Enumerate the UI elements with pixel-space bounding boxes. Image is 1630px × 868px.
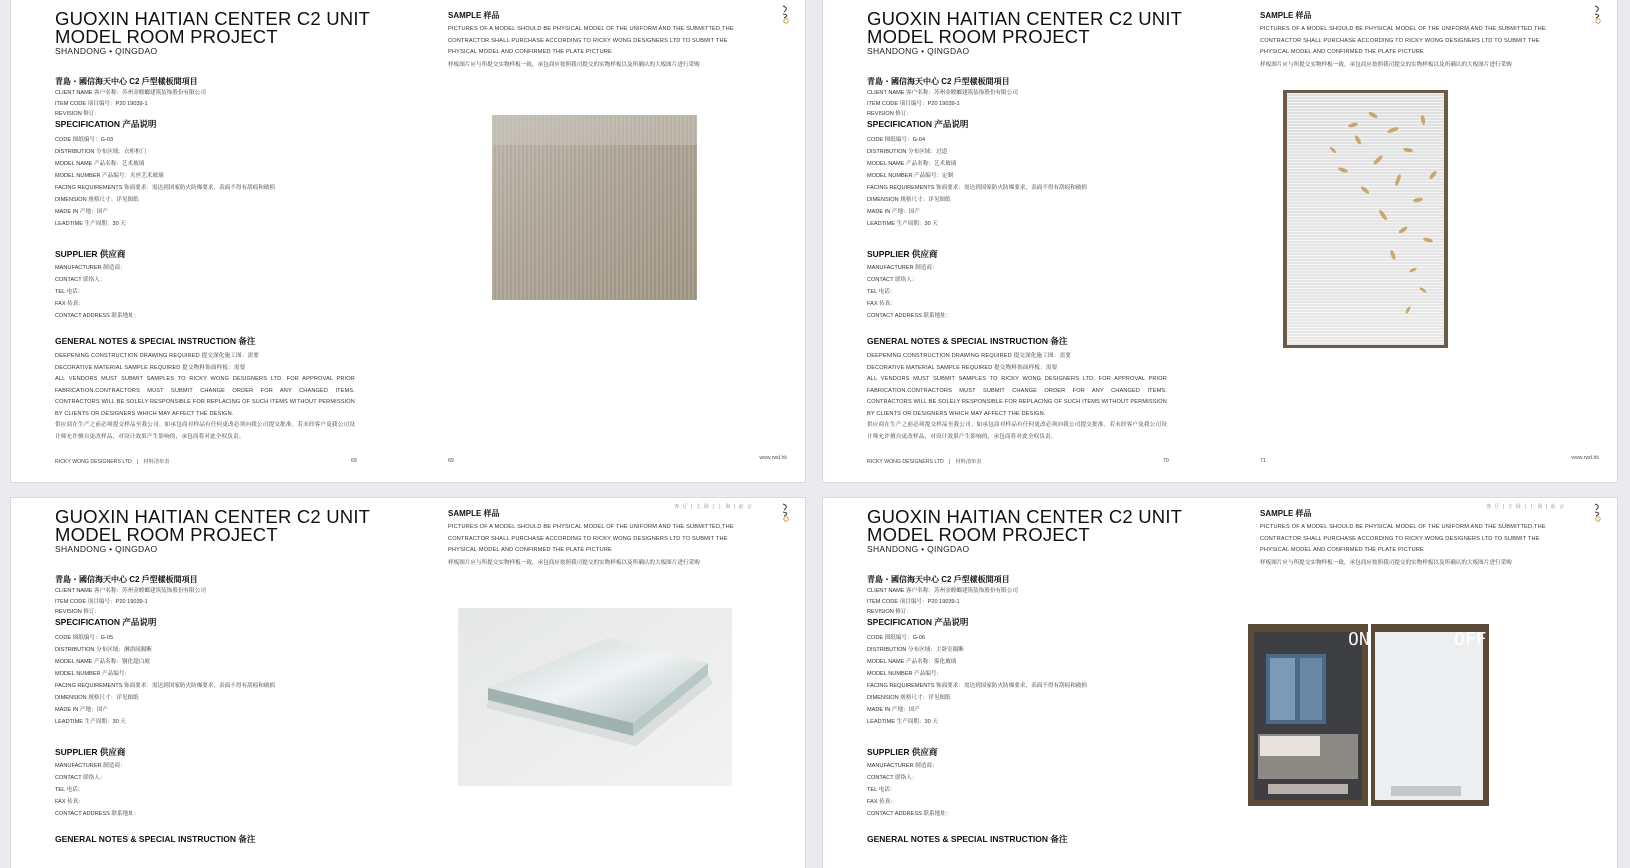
spec-page [823,498,1220,868]
spec-page [823,0,1220,482]
supplier-row: CONTACT ADDRESS 联系地址： [55,811,140,817]
spec-row: MODEL NAME 产品名称：雾化玻璃 [867,659,957,665]
title-line-2: MODEL ROOM PROJECT [867,524,1090,545]
spec-row: LEADTIME 生产周期：30 天 [867,719,938,725]
project-meta [55,88,206,120]
item-code: ITEM CODE 项目编号：P20 19039-1 [55,598,148,605]
page-number: 69 [448,458,454,464]
notes-en: ALL VENDORS MUST SUBMIT SAMPLES TO RICKY WONG DESIGNERS LTD. FOR APPROVAL PRIOR FABRICATION.CONTRACTORS MUST SUBMIT CHANGE ORDER FOR ANY CHANGED ITEMS. CONTRACTORS WILL BE SOLELY RESPONSIBLE FOR REPLACING OF SUCH ITEMS WITHOUT PERMISSION BY CLIENTS OR DESIGNERS WHICH MAY AFFECT THE DESIGN. [55,376,355,417]
page-number: 71 [1260,458,1266,464]
brand-logo [1591,4,1605,24]
website: www.rwd.hk [1571,455,1599,461]
spec-list [55,632,275,728]
sample-note-en: PICTURES OF A MODEL SHOULD BE PHYSICAL MODEL OF THE UNIFORM AND THE SUBMITTED,THE CONTRACTOR SHALL PURCHASE ACCORDING TO RICKY WONG DESIGNERS LTD TO SUBMIT THE PHYSICAL MODEL AND CONFIRMED THE PLATE PICTURE [448,524,734,553]
spread-page-70 [823,0,1617,482]
supplier-row: FAX 传真： [55,799,84,805]
website: www.rwd.hk [759,455,787,461]
supplier-row: TEL 电话： [867,289,896,295]
supplier-list [55,760,139,820]
client-name: CLIENT NAME 客户名称：苏州金螳螂建筑装饰股份有限公司 [55,90,206,96]
notes-heading: GENERAL NOTES & SPECIAL INSTRUCTION 备注 [867,336,1068,346]
revision: REVISION 修订： [867,111,913,117]
spec-row: MODEL NUMBER 产品编号：夹丝艺术玻璃 [55,173,164,179]
spec-row: DISTRIBUTION 分布区域：主卧室隔断 [867,647,964,653]
sample-page [408,498,805,868]
spec-page [11,0,408,482]
spec-page [11,498,408,868]
sample-heading: SAMPLE 样品 [1260,11,1312,20]
item-code: ITEM CODE 项目编号：P20 19039-1 [55,100,148,107]
supplier-row: FAX 传真： [55,301,84,307]
project-name-cn: 青島・國信海天中心 C2 戶型樣板間項目 [867,77,1010,86]
spec-row: MADE IN 产地：国产 [867,707,920,713]
category-nav: 客 厅 | 主 卧 | 上 海 | 前 言 [1486,504,1565,510]
title-line-2: MODEL ROOM PROJECT [55,524,278,545]
sample-note-en: PICTURES OF A MODEL SHOULD BE PHYSICAL MODEL OF THE UNIFORM AND THE SUBMITTED,THE CONTRACTOR SHALL PURCHASE ACCORDING TO RICKY WONG DESIGNERS LTD TO SUBMIT THE PHYSICAL MODEL AND CONFIRMED THE PLATE PICTURE [1260,26,1546,55]
supplier-row: CONTACT ADDRESS 联系地址： [867,811,952,817]
brand-logo [1591,502,1605,522]
notes-heading: GENERAL NOTES & SPECIAL INSTRUCTION 备注 [55,834,256,844]
category-nav: 客 厅 | 主 卧 | 上 海 | 前 言 [674,504,753,510]
spread-page-69 [11,0,805,482]
spec-row: MADE IN 产地：国产 [867,209,920,215]
spec-heading: SPECIFICATION 产品说明 [867,119,969,129]
title-line-1: GUOXIN HAITIAN CENTER C2 UNIT [55,506,371,527]
location: SHANDONG • QINGDAO [867,46,970,56]
spec-row: MODEL NAME 产品名称：钢化超白玻 [55,659,150,665]
brand-logo [779,502,793,522]
project-title [55,10,385,46]
spec-row: MODEL NAME 产品名称：艺术玻璃 [867,161,957,167]
sample-note-cn: 样板图片应与所提交实物样板一致，承包商应按照我司提交的实物样板以及所确认的大板图片进行采购 [448,560,700,566]
revision: REVISION 修订： [55,609,101,615]
supplier-row: MANUFACTURER 制造商： [867,763,938,769]
spec-row: FACING REQUIREMENTS 饰面要求：需达到国家防火防爆要求，表面不得有刮痕和破损 [867,683,1088,689]
supplier-row: CONTACT 联络人： [867,277,918,283]
revision: REVISION 修订： [55,111,101,117]
sample-note-en: PICTURES OF A MODEL SHOULD BE PHYSICAL MODEL OF THE UNIFORM AND THE SUBMITTED,THE CONTRACTOR SHALL PURCHASE ACCORDING TO RICKY WONG DESIGNERS LTD TO SUBMIT THE PHYSICAL MODEL AND CONFIRMED THE PLATE PICTURE [448,26,734,55]
spec-row: FACING REQUIREMENTS 饰面要求：需达到国家防火防爆要求，表面不得有刮痕和破损 [55,185,276,191]
spec-row: MADE IN 产地：国产 [55,707,108,713]
sample-page [408,0,805,482]
spec-row: MODEL NUMBER 产品编号： [55,671,131,677]
footer: RICKY WONG DESIGNERS LTD | 材料清单表 [55,459,170,465]
spec-row: MODEL NUMBER 产品编号： [867,671,943,677]
supplier-row: TEL 电话： [55,289,84,295]
sample-note-en: PICTURES OF A MODEL SHOULD BE PHYSICAL MODEL OF THE UNIFORM AND THE SUBMITTED,THE CONTRACTOR SHALL PURCHASE ACCORDING TO RICKY WONG DESIGNERS LTD TO SUBMIT THE PHYSICAL MODEL AND CONFIRMED THE PLATE PICTURE [1260,524,1546,553]
spec-row: LEADTIME 生产周期：30 天 [867,221,938,227]
title-line-1: GUOXIN HAITIAN CENTER C2 UNIT [867,506,1183,527]
supplier-row: CONTACT ADDRESS 联系地址： [55,313,140,319]
spec-row: CODE 图纸编号：G-04 [867,137,926,143]
notes-heading: GENERAL NOTES & SPECIAL INSTRUCTION 备注 [867,834,1068,844]
notes-line: DEEPENING CONSTRUCTION DRAWING REQUIRED 提交深化施工图：需要 [867,353,1072,359]
title-line-2: MODEL ROOM PROJECT [55,26,278,47]
supplier-row: TEL 电话： [55,787,84,793]
sample-heading: SAMPLE 样品 [448,11,500,20]
item-code: ITEM CODE 项目编号：P20 19039-1 [867,100,960,107]
project-name-cn: 青島・國信海天中心 C2 戶型樣板間項目 [55,575,198,584]
project-name-cn: 青島・國信海天中心 C2 戶型樣板間項目 [55,77,198,86]
project-title [867,10,1197,46]
supplier-row: CONTACT ADDRESS 联系地址： [867,313,952,319]
sample-note-cn: 样板图片应与所提交实物样板一致，承包商应按照我司提交的实物样板以及所确认的大板图片进行采购 [1260,560,1512,566]
supplier-row: MANUFACTURER 制造商： [867,265,938,271]
spec-heading: SPECIFICATION 产品说明 [867,617,969,627]
off-label: OFF [1454,629,1487,650]
spec-row: DIMENSION 规格尺寸：详见图纸 [55,695,139,701]
spec-heading: SPECIFICATION 产品说明 [55,617,157,627]
switchable-glass-on-image [1248,624,1368,806]
supplier-heading: SUPPLIER 供应商 [55,747,126,757]
project-name-cn: 青島・國信海天中心 C2 戶型樣板間項目 [867,575,1010,584]
sample-note-cn: 样板图片应与所提交实物样板一致，承包商应按照我司提交的实物样板以及所确认的大板图片进行采购 [1260,62,1512,68]
supplier-row: FAX 传真： [867,799,896,805]
supplier-list [867,262,951,322]
spec-row: DISTRIBUTION 分布区域：过道 [867,149,948,155]
footer: RICKY WONG DESIGNERS LTD | 材料清单表 [867,459,982,465]
notes-line: DECORATIVE MATERIAL SAMPLE REQUIRED 提交物料饰面样板：需要 [867,364,1058,371]
supplier-heading: SUPPLIER 供应商 [55,249,126,259]
sample-page [1220,0,1617,482]
spec-row: DIMENSION 规格尺寸：详见图纸 [55,197,139,203]
project-meta [55,586,206,618]
sample-note-cn: 样板图片应与所提交实物样板一致，承包商应按照我司提交的实物样板以及所确认的大板图片进行采购 [448,62,700,68]
project-title [55,508,385,544]
spec-row: DISTRIBUTION 分布区域：淋浴间隔断 [55,647,152,653]
notes-body [867,351,1167,443]
supplier-row: MANUFACTURER 制造商： [55,265,126,271]
clear-glass-sample-image [458,608,732,786]
spec-row: CODE 图纸编号：G-05 [55,635,114,641]
notes-heading: GENERAL NOTES & SPECIAL INSTRUCTION 备注 [55,336,256,346]
sample-heading: SAMPLE 样品 [1260,509,1312,518]
client-name: CLIENT NAME 客户名称：苏州金螳螂建筑装饰股份有限公司 [867,90,1018,96]
spec-row: CODE 图纸编号：G-06 [867,635,926,641]
spec-row: FACING REQUIREMENTS 饰面要求：需达到国家防火防爆要求，表面不得有刮痕和破损 [55,683,276,689]
brand-logo [779,4,793,24]
notes-cn: 供应商在生产之前必须提交样品至我公司。如承包商对样品有任何更改必须向我公司提交批准。若未经客户及我公司设计师允许擅自更改样品，对设计效果产生影响的，承包商将对此全权负责。 [867,422,1167,440]
leaf-glass-panel-image [1283,90,1448,348]
spec-row: MODEL NUMBER 产品编号：定制 [867,173,954,179]
location: SHANDONG • QINGDAO [55,46,158,56]
spec-row: MODEL NAME 产品名称：艺术玻璃 [55,161,145,167]
supplier-heading: SUPPLIER 供应商 [867,249,938,259]
spec-row: LEADTIME 生产周期：30 天 [55,221,126,227]
sample-heading: SAMPLE 样品 [448,509,500,518]
ribbed-glass-sample-image [492,115,697,300]
supplier-row: TEL 电话： [867,787,896,793]
spec-row: DIMENSION 规格尺寸：详见图纸 [867,197,951,203]
page-number: 69 [351,458,357,464]
project-meta [867,88,1018,120]
revision: REVISION 修订： [867,609,913,615]
item-code: ITEM CODE 项目编号：P20 19039-1 [867,598,960,605]
supplier-row: CONTACT 联络人： [55,775,106,781]
title-line-1: GUOXIN HAITIAN CENTER C2 UNIT [55,8,371,29]
supplier-list [55,262,139,322]
supplier-row: CONTACT 联络人： [867,775,918,781]
spec-row: MADE IN 产地：国产 [55,209,108,215]
project-meta [867,586,1018,618]
supplier-row: CONTACT 联络人： [55,277,106,283]
notes-line: DEEPENING CONSTRUCTION DRAWING REQUIRED 提交深化施工图：需要 [55,353,260,359]
spec-row: DIMENSION 规格尺寸：详见图纸 [867,695,951,701]
location: SHANDONG • QINGDAO [55,544,158,554]
client-name: CLIENT NAME 客户名称：苏州金螳螂建筑装饰股份有限公司 [867,588,1018,594]
notes-line: DECORATIVE MATERIAL SAMPLE REQUIRED 提交物料饰面样板：需要 [55,364,246,371]
supplier-row: FAX 传真： [867,301,896,307]
spread-page-72 [823,498,1617,868]
notes-en: ALL VENDORS MUST SUBMIT SAMPLES TO RICKY WONG DESIGNERS LTD. FOR APPROVAL PRIOR FABRICATION.CONTRACTORS MUST SUBMIT CHANGE ORDER FOR ANY CHANGED ITEMS. CONTRACTORS WILL BE SOLELY RESPONSIBLE FOR REPLACING OF SUCH ITEMS WITHOUT PERMISSION BY CLIENTS OR DESIGNERS WHICH MAY AFFECT THE DESIGN. [867,376,1167,417]
spec-heading: SPECIFICATION 产品说明 [55,119,157,129]
on-label: ON [1348,629,1370,650]
spec-list [867,632,1087,728]
supplier-heading: SUPPLIER 供应商 [867,747,938,757]
spec-row: LEADTIME 生产周期：30 天 [55,719,126,725]
spec-row: DISTRIBUTION 分布区域：衣柜柜门 [55,149,147,155]
location: SHANDONG • QINGDAO [867,544,970,554]
client-name: CLIENT NAME 客户名称：苏州金螳螂建筑装饰股份有限公司 [55,588,206,594]
notes-body [55,351,355,443]
spec-list [867,134,1087,230]
spec-list [55,134,275,230]
spec-row: CODE 图纸编号：G-03 [55,137,114,143]
page-number: 70 [1163,458,1169,464]
spec-row: FACING REQUIREMENTS 饰面要求：需达到国家防火防爆要求，表面不得有刮痕和破损 [867,185,1088,191]
notes-cn: 供应商在生产之前必须提交样品至我公司。如承包商对样品有任何更改必须向我公司提交批准。若未经客户及我公司设计师允许擅自更改样品，对设计效果产生影响的，承包商将对此全权负责。 [55,422,355,440]
supplier-list [867,760,951,820]
switchable-glass-off-image [1371,624,1489,806]
title-line-1: GUOXIN HAITIAN CENTER C2 UNIT [867,8,1183,29]
supplier-row: MANUFACTURER 制造商： [55,763,126,769]
sample-page [1220,498,1617,868]
spread-page-71 [11,498,805,868]
title-line-2: MODEL ROOM PROJECT [867,26,1090,47]
project-title [867,508,1197,544]
